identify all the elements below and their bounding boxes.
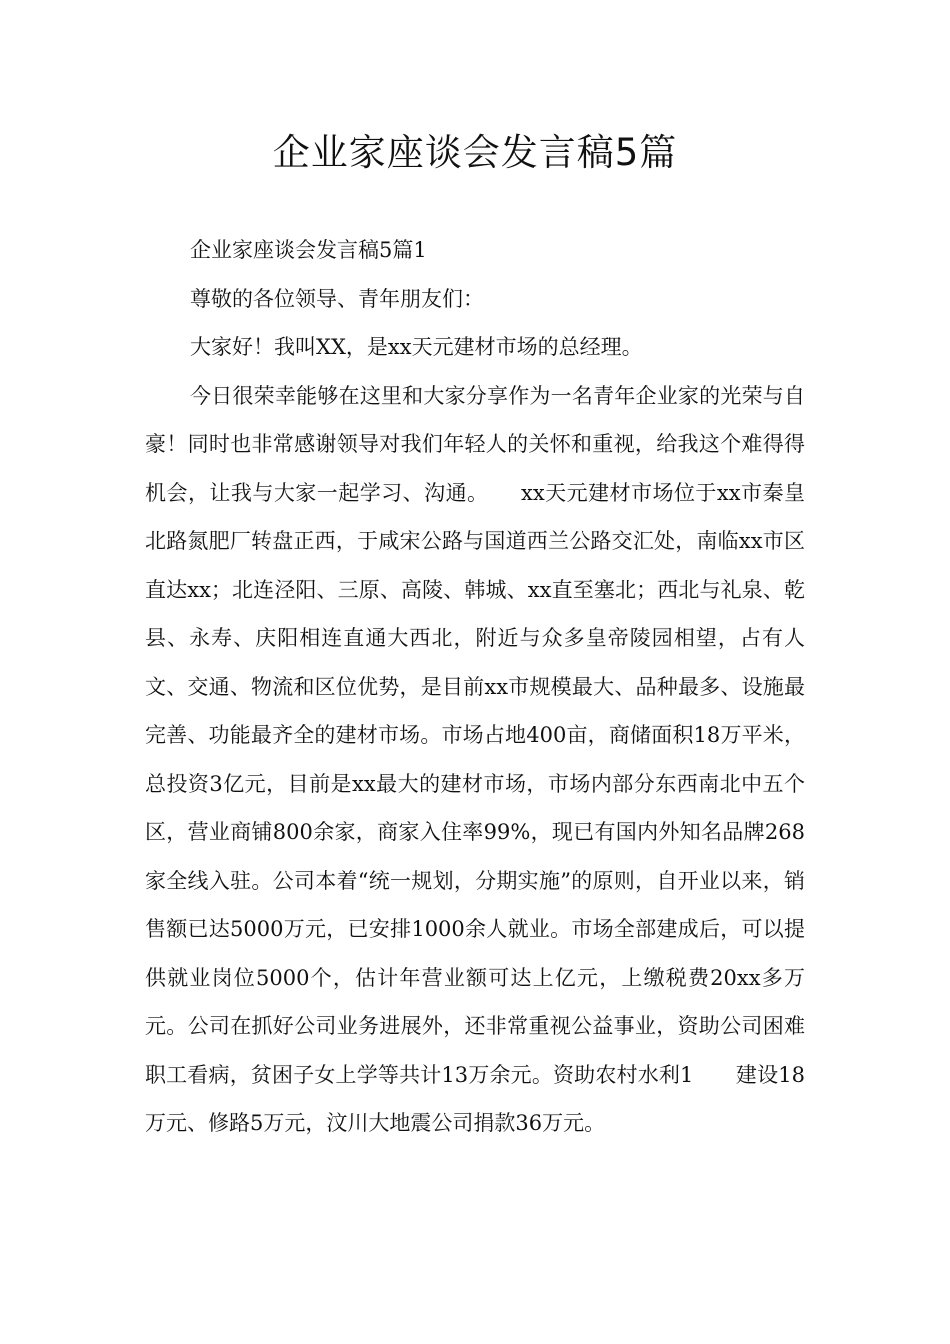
paragraph-salutation: 尊敬的各位领导、青年朋友们： (190, 286, 484, 311)
paragraph-main: 今日很荣幸能够在这里和大家分享作为一名青年企业家的光荣与自豪！同时也非常感谢领导对我们年轻人的关怀和重视，给我这个难得得机会，让我与大家一起学习、沟通。 xx天元建材市场位于xx市秦皇北路氮肥厂转盘正西，于咸宋公路与国道西兰公路交汇处，南临xx市区直达xx；北连泾阳、三原、高陵、韩城、xx直至塞北；西北与礼泉、乾县、永寿、庆阳相连直通大西北，附近与众多皇帝陵园相望，占有人文、交通、物流和区位优势，是目前xx市规模最大、品种最多、设施最完善、功能最齐全的建材市场。市场占地400亩，商储面积18万平米，总投资3亿元，目前是xx最大的建材市场，市场内部分东西南北中五个区，营业商铺800余家，商家入住率99%，现已有国内外知名品牌268家全线入驻。公司本着“统一规划，分期实施”的原则，自开业以来，销售额已达5000万元，已安排1000余人就业。市场全部建成后，可以提供就业岗位5000个，估计年营业额可达上亿元，上缴税费20xx多万元。公司在抓好公司业务进展外，还非常重视公益事业，资助公司困难职工看病，贫困子女上学等共计13万余元。资助农村水利1 建设18万元、修路5万元，汶川大地震公司捐款36万元。 (145, 383, 805, 1135)
paragraph-subtitle: 企业家座谈会发言稿5篇1 (190, 238, 427, 262)
document-body (145, 226, 805, 1148)
document-title: 企业家座谈会发言稿5篇 (272, 131, 678, 174)
paragraph-greeting: 大家好！我叫XX，是xx天元建材市场的总经理。 (190, 335, 643, 359)
